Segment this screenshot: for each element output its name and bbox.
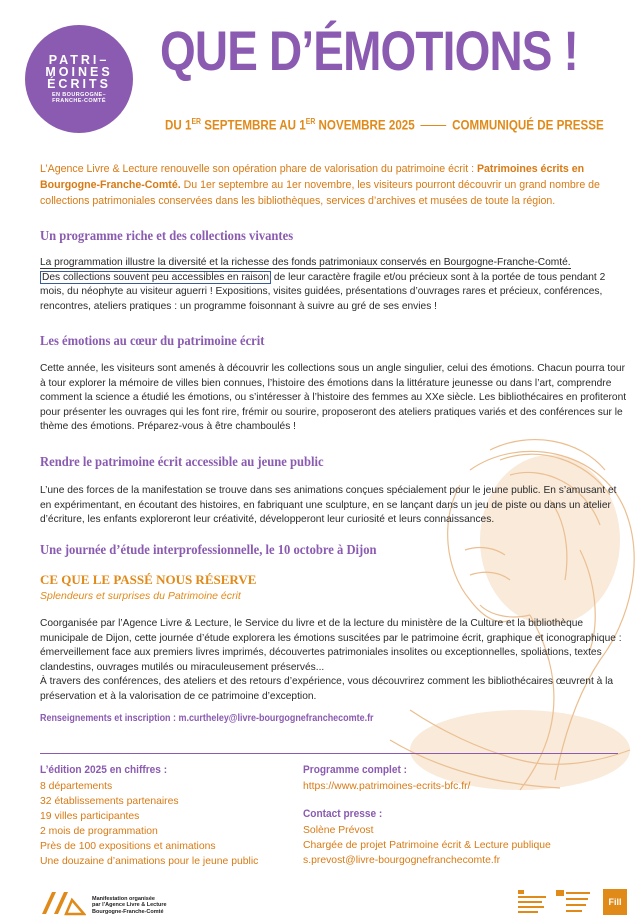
- section-1-boxed: Des collections souvent peu accessibles en raison: [42, 271, 270, 283]
- figure-item: 19 villes participantes: [40, 811, 140, 822]
- program-heading: Programme complet :: [303, 764, 408, 776]
- organizer-line: par l’Agence Livre & Lecture: [92, 902, 167, 909]
- section-2-text: Cette année, les visiteurs sont amenés à découvrir les collections sous un angle singulier, celui des émotions. Chacun pourra tour à tour explorer la mémoire de villes bien connues, l’histoire des émotions dans la littérature jeunesse ou dans l’art, comprendre comment la science a étudié les émotions, ou s’intéresser à l’histoire des femmes au XXe siècle. Les bibliothécaires en profiteront pour présenter les ouvrages qui les font rire, frémir ou sourire, proposeront des ateliers pratiques variés et des conférences sur le thème des émotions. Préparez-vous à être chamboulés !: [40, 363, 627, 433]
- organizer-line: Manifestation organisée: [92, 896, 155, 902]
- section-4-text: [40, 617, 630, 705]
- registration-contact-link[interactable]: Renseignements et inscription : m.curtheley@livre-bourgognefranchecomte.fr: [40, 713, 374, 724]
- fill-logo: Fill: [603, 889, 627, 915]
- figure-item: 2 mois de programmation: [40, 826, 158, 837]
- organizer-text: [92, 896, 167, 915]
- program-url-link[interactable]: https://www.patrimoines-ecrits-bfc.fr/: [303, 781, 471, 792]
- section-3-text: L’une des forces de la manifestation se trouve dans ses animations conçues spécialement pour le jeune public. En s’amusant et en expérimentant, en écoutant des histoires, en fabriquant une sculpture, en se lançant dans un jeu de piste ou dans un atelier d’écriture, les enfants exploreront leur créativité, développeront leur curiosité et leurs connaissances.: [40, 485, 617, 526]
- logo-line-5: FRANCHE-COMTÉ: [52, 98, 106, 104]
- program-column: [303, 764, 551, 868]
- study-day-subtitle: Splendeurs et surprises du Patrimoine écrit: [40, 590, 241, 602]
- press-role: Chargée de projet Patrimoine écrit & Lecture publique: [303, 840, 551, 851]
- logo-line-4: EN BOURGOGNE–: [51, 92, 107, 98]
- section-1-underlined: La programmation illustre la diversité et la richesse des fonds patrimoniaux conservés en Bourgogne-Franche-Comté.: [40, 257, 571, 268]
- figure-item: Une douzaine d’animations pour le jeune public: [40, 856, 259, 867]
- page-subtitle: [165, 117, 604, 133]
- press-email-link[interactable]: s.prevost@livre-bourgognefranchecomte.fr: [303, 855, 501, 866]
- intro-part-1: L’Agence Livre & Lecture renouvelle son opération phare de valorisation du patrimoine écrit :: [40, 163, 477, 175]
- press-name: Solène Prévost: [303, 825, 374, 836]
- patrimoines-ecrits-logo: [25, 25, 133, 133]
- figure-item: Près de 100 expositions et animations: [40, 841, 216, 852]
- organizer-line: Bourgogne-Franche-Comté: [92, 908, 164, 915]
- logo-line-1: PATRI–: [48, 53, 110, 67]
- subtitle-mid-2: NOVEMBRE 2025: [315, 117, 415, 133]
- press-heading: Contact presse :: [303, 808, 383, 820]
- figures-heading: L’édition 2025 en chiffres :: [40, 764, 168, 776]
- subtitle-suffix: COMMUNIQUÉ DE PRESSE: [452, 117, 604, 133]
- figures-column: [40, 764, 258, 869]
- section-4-text-1: Coorganisée par l’Agence Livre & Lecture, le Service du livre et de la lecture du ministère de la Culture et la bibliothèque municipale de Dijon, cette journée d’étude explorera les émotions suscitées par le patrimoine écrit, graphique et iconographique : émerveillement face aux premiers livres imprimés, découvertes patrimoniales insolites ou exceptionnelles, spoliations, textes clandestins, ouvrages mutilés ou miraculeusement préservés...: [40, 618, 622, 673]
- intro-part-2: Du 1er septembre au 1er novembre, les visiteurs pourront découvrir un grand nombre de collections patrimoniales conservées dans les bibliothèques, services d’archives et musées de toute la région.: [40, 179, 600, 207]
- subtitle-mid-1: SEPTEMBRE AU 1: [201, 117, 306, 133]
- agence-livre-lecture-logo: [40, 890, 86, 916]
- figure-item: 32 établissements partenaires: [40, 796, 179, 807]
- intro-paragraph: [40, 161, 610, 209]
- logo-line-2: MOINES: [45, 65, 113, 79]
- prefet-region-logo: [518, 890, 548, 916]
- subtitle-sup-1: ER: [191, 117, 202, 126]
- section-1-heading: Un programme riche et des collections vivantes: [40, 229, 294, 244]
- section-4-heading: Une journée d’étude interprofessionnelle, le 10 octobre à Dijon: [40, 543, 377, 558]
- section-2-heading: Les émotions au cœur du patrimoine écrit: [40, 334, 265, 349]
- section-3-heading: Rendre le patrimoine écrit accessible au jeune public: [40, 455, 324, 470]
- intro-bold: Patrimoines écrits en Bourgogne-Franche-Comté.: [40, 163, 585, 191]
- logo-line-3: ÉCRITS: [47, 77, 111, 91]
- subtitle-prefix: DU 1: [165, 117, 192, 133]
- subtitle-sup-2: ER: [305, 117, 316, 126]
- section-4-text-2: À travers des conférences, des ateliers et des retours d’expérience, vous découvrirez comment les bibliothécaires œuvrent à la préservation et à la valorisation de ce patrimoine d’exception.: [40, 676, 614, 702]
- footer-divider: [40, 753, 618, 754]
- section-1-text: [40, 256, 630, 314]
- page-title: QUE D’ÉMOTIONS !: [160, 19, 579, 82]
- section-1-rest: de leur caractère fragile et/ou précieux sont à la portée de tous pendant 2 mois, du néophyte au visiteur aguerri ! Expositions, visites guidées, présentations d’ouvrages rares et précieux, conférences, rencontres, ateliers pratiques : un programme foisonnant à suivre au gré de ses envies !: [40, 271, 606, 312]
- region-bfc-logo: [556, 890, 592, 916]
- subtitle-dash: [421, 125, 447, 126]
- figure-item: 8 départements: [40, 781, 113, 792]
- study-day-title: CE QUE LE PASSÉ NOUS RÉSERVE: [40, 572, 257, 587]
